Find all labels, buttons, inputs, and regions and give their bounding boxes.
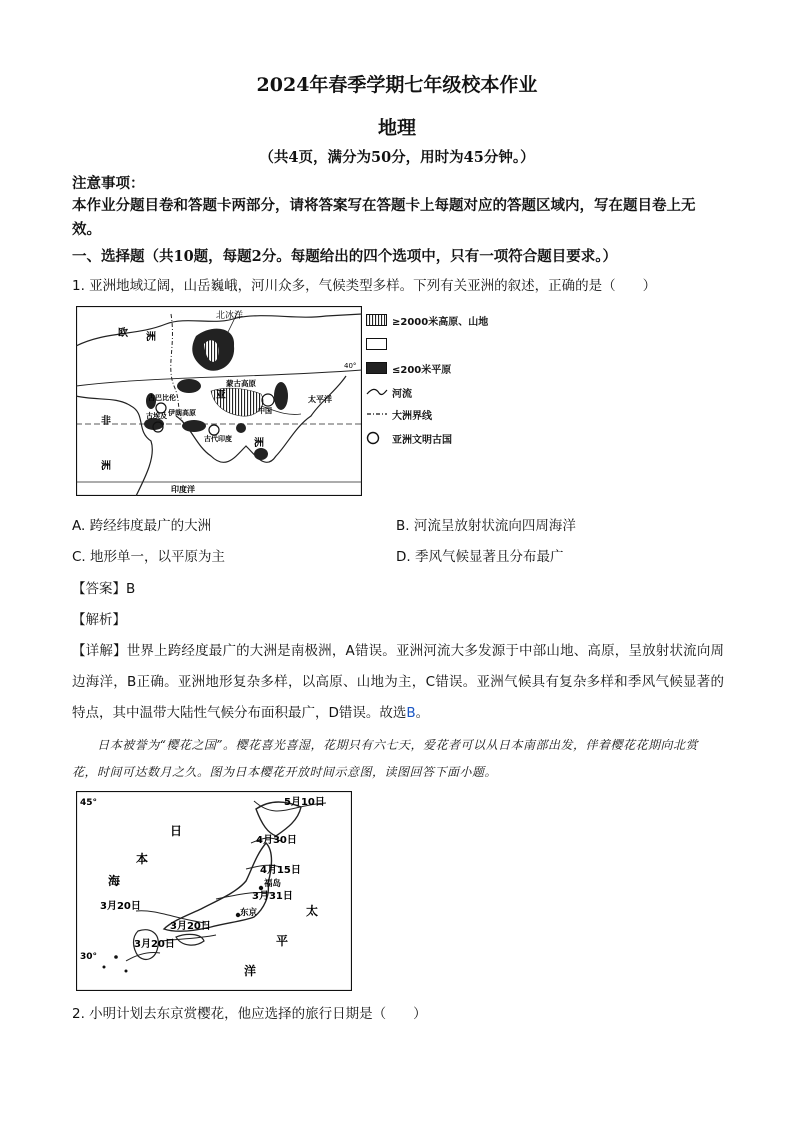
label-fukushima: 福岛 (264, 879, 282, 889)
question-2-stem: 2. 小明计划去东京赏樱花，他应选择的旅行日期是（ ） (72, 1006, 427, 1022)
answer-value: B (126, 581, 136, 597)
plain-mark-1 (177, 379, 201, 393)
legend-boundary-swatch (366, 408, 388, 420)
label-lat-30: 30° (80, 952, 98, 962)
japan-map-figure (76, 791, 352, 991)
label-china: 中国 (258, 407, 272, 415)
label-pacific: 太平洋 (308, 395, 332, 404)
label-asia-2: 洲 (254, 438, 264, 449)
label-date-may-10: 5月10日 (284, 797, 325, 808)
label-europe-1: 欧 (118, 328, 128, 339)
analysis-label: 【解析】 (72, 612, 126, 628)
label-africa-2: 洲 (101, 461, 111, 472)
option-b (396, 514, 576, 534)
label-mongolia: 蒙古高原 (226, 379, 256, 388)
plain-mark-7 (236, 423, 246, 433)
legend-plain-swatch (366, 362, 388, 374)
island-dot-2 (125, 970, 128, 973)
label-lat-45: 45° (80, 798, 98, 808)
label-iran: 伊朗高原 (168, 409, 196, 417)
japan-map-frame (77, 792, 352, 991)
label-lat-40: 40° (344, 362, 357, 370)
option-c-text: 地形单一，以平原为主 (90, 549, 226, 565)
label-sea-1: 日 (170, 824, 183, 838)
option-d (396, 545, 563, 565)
label-africa-1: 非 (101, 416, 111, 427)
label-ocean-2: 平 (276, 934, 289, 948)
answer-label: 【答案】 (72, 581, 126, 597)
subject-title: 地理 (377, 117, 416, 139)
option-a-text: 跨经纬度最广的大洲 (89, 518, 212, 534)
option-a (72, 514, 211, 534)
label-sea-2: 本 (136, 852, 149, 866)
option-c-letter: C. (72, 549, 86, 565)
label-tokyo: 东京 (240, 908, 258, 918)
label-asia-1: 亚 (216, 390, 226, 401)
option-b-letter: B. (396, 518, 410, 534)
label-indian-ocean: 印度洋 (171, 485, 195, 494)
option-b-text: 河流呈放射状流向四周海洋 (413, 518, 576, 534)
legend-river-swatch (366, 386, 388, 398)
notice-heading: 注意事项： (72, 175, 145, 192)
asia-map-figure (76, 306, 362, 496)
label-europe-2: 洲 (146, 332, 156, 343)
legend-river-label: 河流 (392, 388, 412, 400)
label-date-apr-30: 4月30日 (256, 835, 297, 846)
legend-boundary-label: 大洲界线 (392, 410, 432, 422)
detail-paragraph (72, 636, 724, 729)
detail-end: 。 (415, 705, 430, 721)
notice-body: 本作业分题目卷和答题卡两部分，请将答案写在答题卡上每题对应的答题区域内，写在题目卷上无效。 (72, 197, 696, 238)
option-d-letter: D. (396, 549, 411, 565)
label-date-mar-20-b: 3月20日 (170, 921, 211, 932)
label-date-mar-20-a: 3月20日 (100, 901, 141, 912)
asia-map-legend (366, 312, 506, 452)
option-d-text: 季风气候显著且分布最广 (414, 549, 564, 565)
island-dot-1 (114, 955, 118, 959)
paper-info: （共4页，满分为50分，用时为45分钟。） (259, 149, 535, 166)
label-babylon: 古巴比伦 (148, 394, 176, 402)
plain-mark-4 (182, 420, 206, 432)
legend-plain-label: ≤200米平原 (392, 364, 452, 376)
plain-mark-5 (274, 382, 288, 410)
label-ocean-1: 太 (306, 904, 319, 918)
detail-text: 世界上跨经度最广的大洲是南极洲，A错误。亚洲河流大多发源于中部山地、高原，呈放射状流向周边海洋，B正确。亚洲地形复杂多样，以高原、山地为主，C错误。亚洲气候具有复杂多样和季风气候显著的特点，其中温带大陆性气候分布面积最广，D错误。故选 (72, 643, 725, 721)
legend-row-plain (366, 360, 451, 376)
legend-row-civilization (366, 430, 452, 446)
label-india: 古代印度 (204, 435, 232, 443)
detail-answer-highlight: B (406, 705, 416, 721)
option-c (72, 545, 225, 565)
detail-label: 【详解】 (72, 643, 127, 659)
label-date-mar-31: 3月31日 (252, 891, 293, 902)
answer-line (72, 577, 135, 597)
legend-civilization-label: 亚洲文明古国 (392, 434, 452, 446)
legend-highland-swatch (366, 314, 388, 326)
legend-middle-swatch (366, 338, 388, 350)
legend-highland-label: ≥2000米高原、山地 (392, 316, 489, 328)
label-date-apr-15: 4月15日 (260, 865, 301, 876)
label-arctic: 北冰洋 (216, 311, 244, 321)
label-egypt: 古埃及 (146, 412, 167, 420)
label-ocean-3: 洋 (244, 964, 257, 978)
legend-row-river (366, 384, 412, 400)
page-title: 2024年春季学期七年级校本作业 (256, 74, 538, 96)
legend-row-highland (366, 312, 488, 328)
section-heading: 一、选择题（共10题，每题2分。每题给出的四个选项中，只有一项符合题目要求。） (72, 248, 618, 265)
legend-row-boundary (366, 406, 432, 422)
plain-mark-6 (254, 448, 268, 460)
question-1-stem: 1. 亚洲地域辽阔，山岳巍峨，河川众多，气候类型多样。下列有关亚洲的叙述，正确的是（ ） (72, 278, 657, 294)
island-dot-3 (103, 966, 106, 969)
material-2-intro: 日本被誉为“樱花之国”。樱花喜光喜湿，花期只有六七天，爱花者可以从日本南部出发，伴着樱花花期向北赏花，时间可达数月之久。图为日本樱花开放时间示意图，读图回答下面小题。 (72, 738, 698, 779)
option-a-letter: A. (72, 518, 86, 534)
label-date-mar-20-c: 3月20日 (134, 939, 175, 950)
legend-row-middle (366, 336, 392, 352)
legend-civilization-swatch (366, 431, 388, 445)
fukushima-marker (259, 886, 263, 890)
label-sea-3: 海 (108, 874, 121, 888)
